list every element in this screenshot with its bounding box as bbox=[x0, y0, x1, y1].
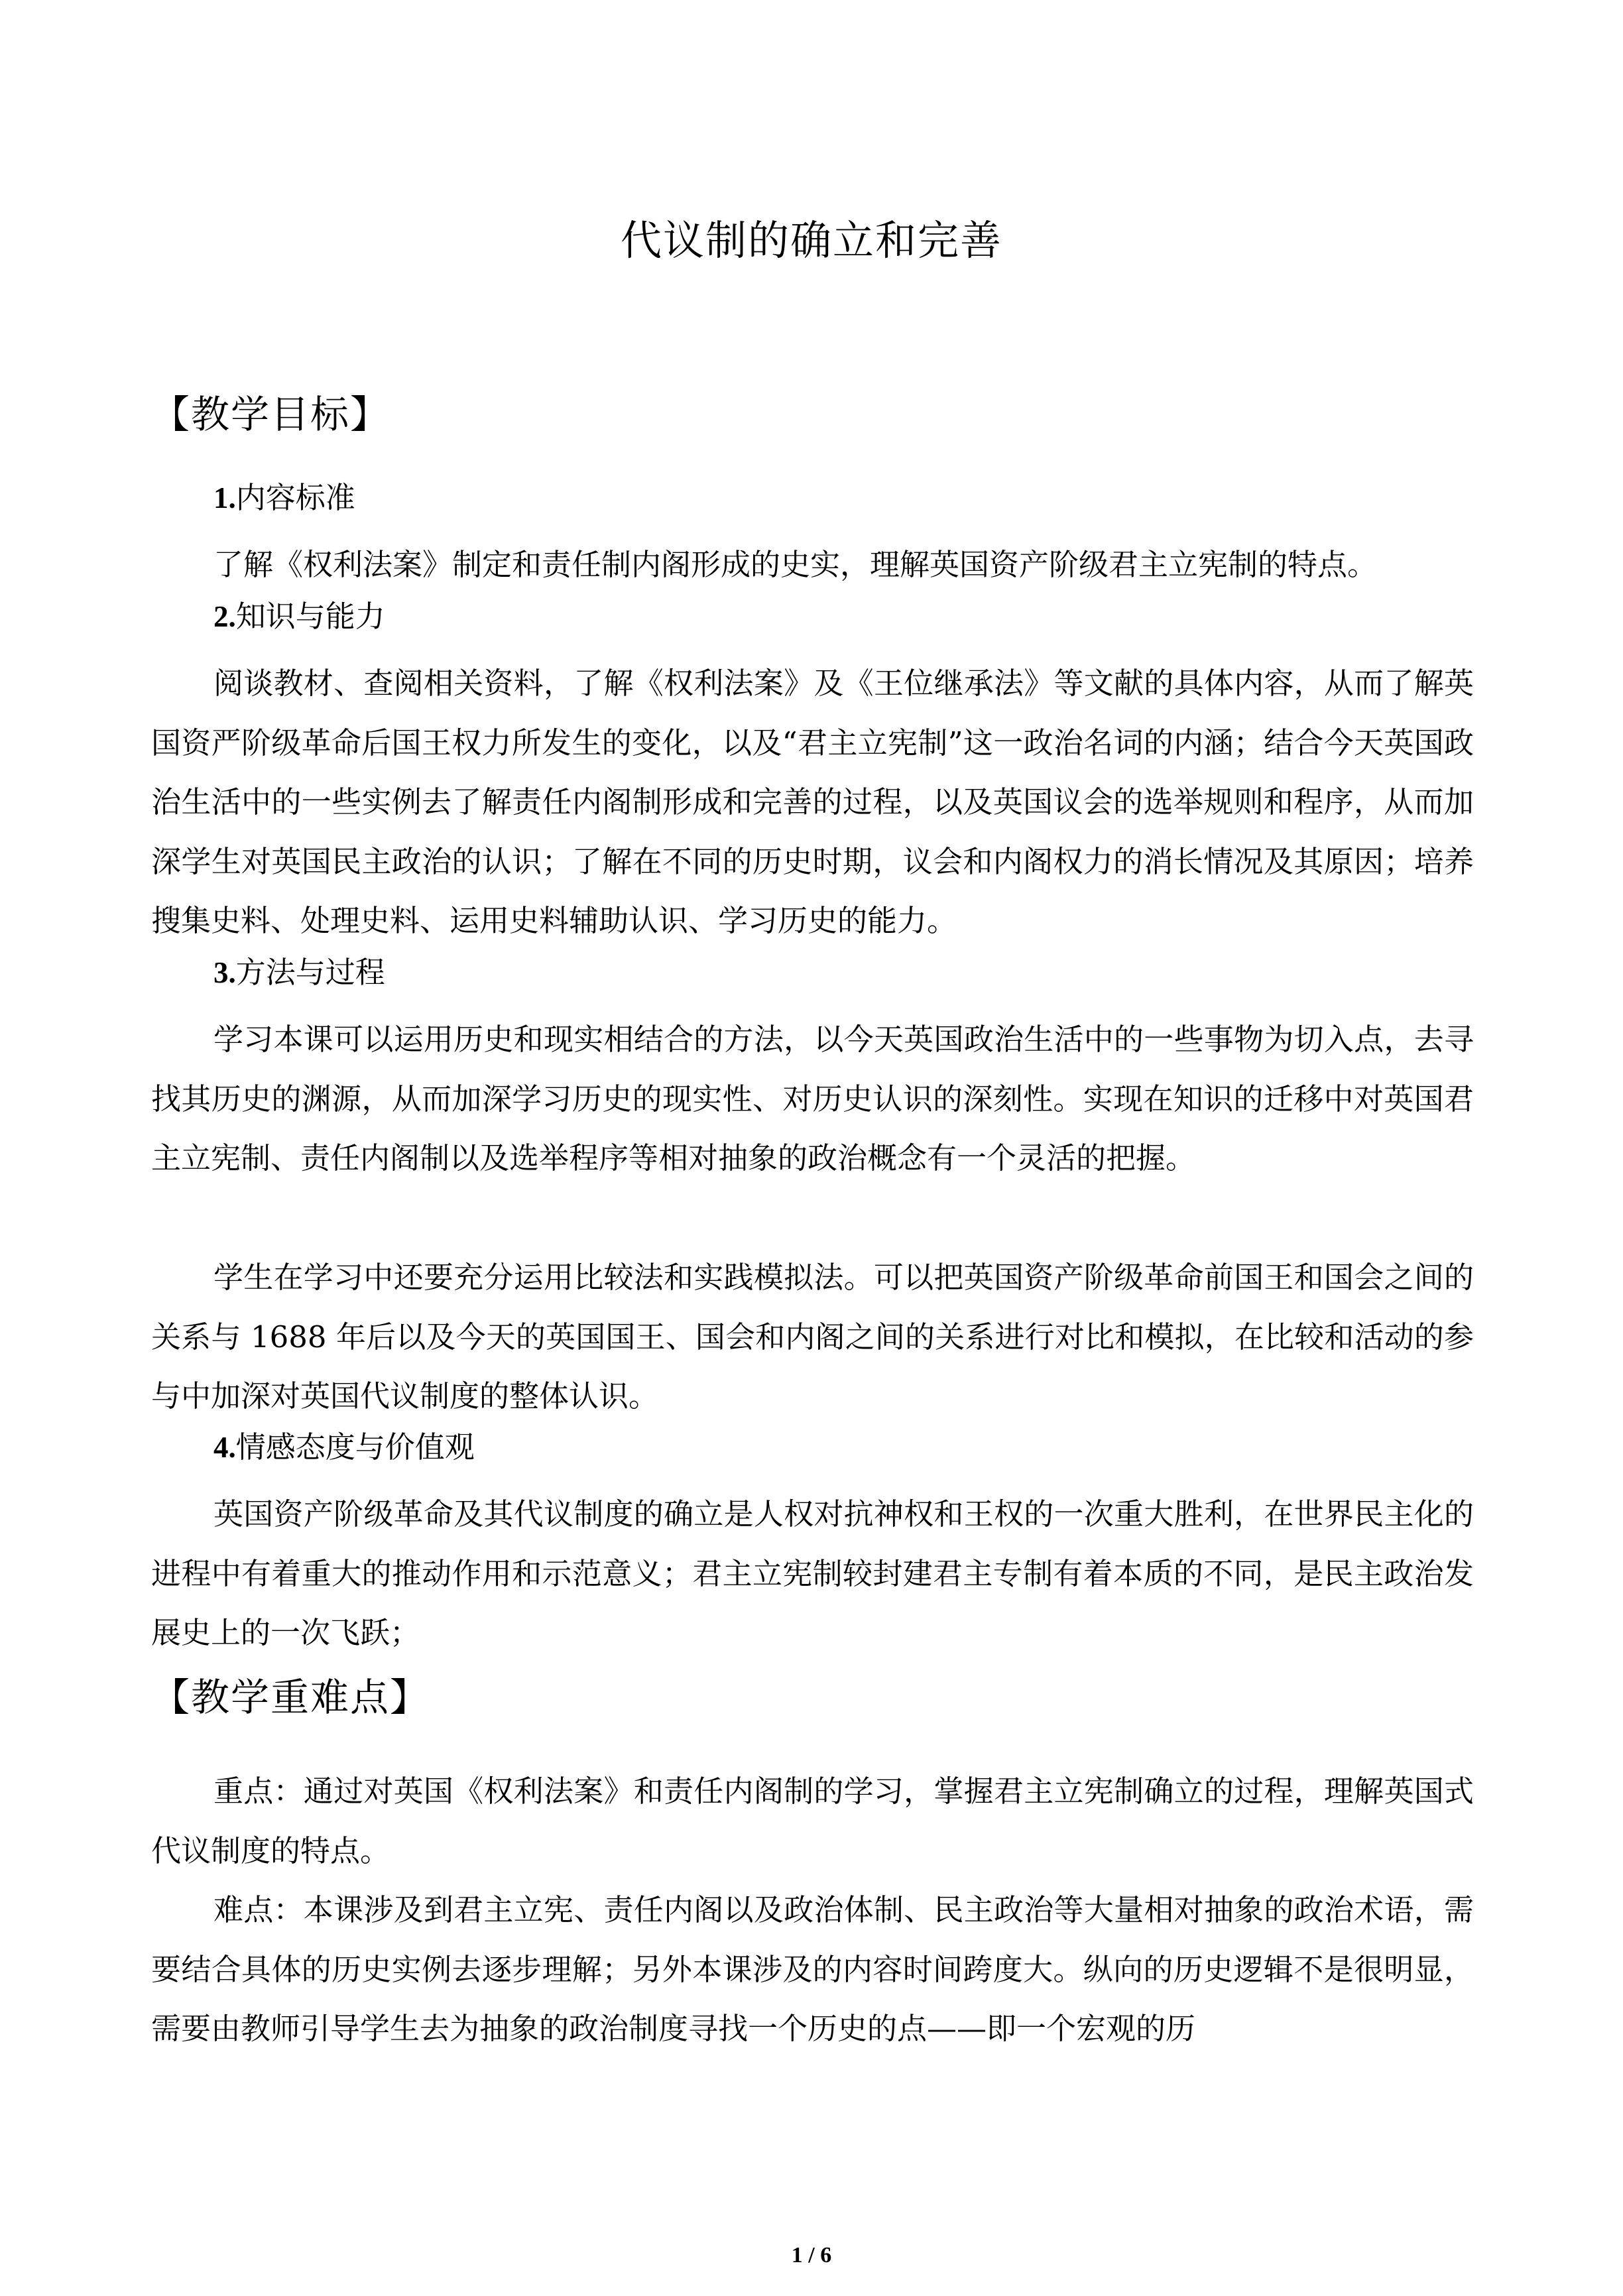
document-title: 代议制的确立和完善 bbox=[620, 216, 1002, 265]
subheading-label: 知识与能力 bbox=[235, 599, 385, 634]
paragraph-key-point: 重点：通过对英国《权利法案》和责任内阁制的学习，掌握君主立宪制确立的过程，理解英国式代议制度的特点。 bbox=[151, 1774, 1474, 1868]
paragraph-difficult-point: 难点：本课涉及到君主立宪、责任内阁以及政治体制、民主政治等大量相对抽象的政治术语，需要结合具体的历史实例去逐步理解；另外本课涉及的内容时间跨度大。纵向的历史逻辑不是很明显，需要由教师引导学生去为抽象的政治制度寻找一个历史的点——即一个宏观的历 bbox=[151, 1892, 1474, 2046]
subheading-label: 情感态度与价值观 bbox=[235, 1429, 475, 1465]
section-heading-key-difficult-points: 【教学重难点】 bbox=[151, 1675, 430, 1720]
paragraph-knowledge-ability: 阅谈教材、查阅相关资料，了解《权利法案》及《王位继承法》等文献的具体内容，从而了解英国资严阶级革命后国王权力所发生的变化，以及“君主立宪制”这一政治名词的内涵；结合今天英国政治生活中的一些实例去了解责任内阁制形成和完善的过程，以及英国议会的选举规则和程序，从而加深学生对英国民主政治的认识；了解在不同的历史时期，议会和内阁权力的消长情况及其原因；培养搜集史料、处理史料、运用史料辅助认识、学习历史的能力。 bbox=[151, 666, 1474, 938]
paragraph-content-standard: 了解《权利法案》制定和责任制内阁形成的史实，理解英国资产阶级君主立宪制的特点。 bbox=[213, 547, 1378, 582]
subheading-label: 方法与过程 bbox=[235, 955, 385, 990]
section-heading-teaching-goals: 【教学目标】 bbox=[151, 392, 391, 437]
subheading-method-process bbox=[213, 951, 385, 995]
paragraph-method-process: 学习本课可以运用历史和现实相结合的方法，以今天英国政治生活中的一些事物为切入点，去寻找其历史的渊源，从而加深学习历史的现实性、对历史认识的深刻性。实现在知识的迁移中对英国君主立宪制、责任内阁制以及选举程序等相对抽象的政治概念有一个灵活的把握。 bbox=[151, 1022, 1474, 1176]
page-number: 1 / 6 bbox=[791, 2243, 832, 2267]
subheading-number: 1. bbox=[213, 481, 236, 514]
paragraph-comparison-method: 学生在学习中还要充分运用比较法和实践模拟法。可以把英国资产阶级革命前国王和国会之间的关系与 1688 年后以及今天的英国国王、国会和内阁之间的关系进行对比和模拟，在比较和活动的参与中加深对英国代议制度的整体认识。 bbox=[151, 1260, 1474, 1414]
subheading-number: 4. bbox=[213, 1431, 236, 1464]
subheading-values bbox=[213, 1425, 475, 1469]
subheading-label: 内容标准 bbox=[235, 480, 355, 515]
subheading-content-standard bbox=[213, 476, 355, 520]
subheading-number: 2. bbox=[213, 600, 236, 633]
subheading-knowledge-ability bbox=[213, 595, 385, 638]
subheading-number: 3. bbox=[213, 956, 236, 989]
paragraph-values: 英国资产阶级革命及其代议制度的确立是人权对抗神权和王权的一次重大胜利，在世界民主化的进程中有着重大的推动作用和示范意义；君主立宪制较封建君主专制有着本质的不同，是民主政治发展史上的一次飞跃； bbox=[151, 1496, 1474, 1650]
